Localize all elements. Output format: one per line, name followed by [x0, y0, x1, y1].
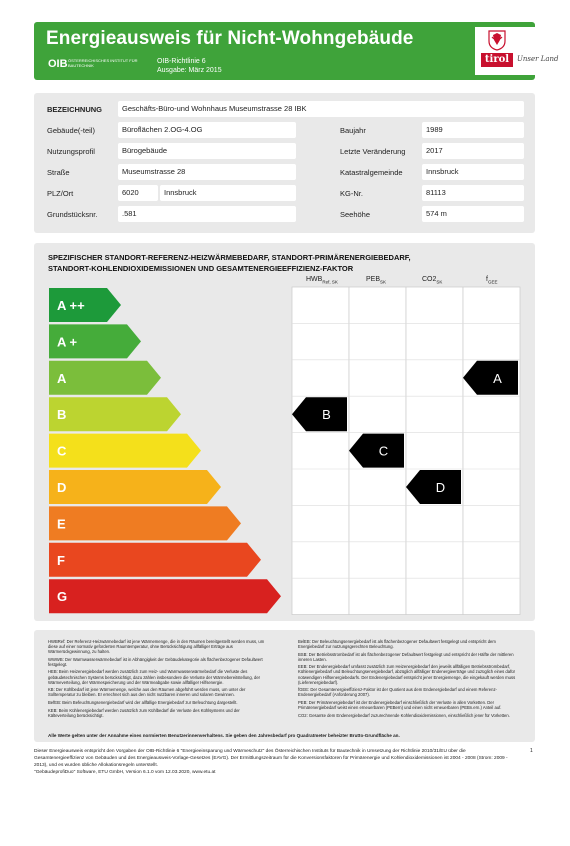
definitions-legend: [34, 630, 535, 742]
legend-eeb: EEB: Der Endenergiebedarf umfasst zusätzlich zum Heizenergiebedarf den jeweils allfälligen Betriebsstrombedarf, Kühlenergiebedarf und Beleuchtungsenergiebedarf, abzüglich allfälliger Endenergieerträge und zuzüglich eines dafür notwendigen Hilfsenergiebedarfs. Der Endenergiebedarf entspricht jener Energiemenge, die eingekauft werden muss (Lieferenergiebedarf).: [298, 664, 516, 685]
legend-keb: KEB: Beim Kühlenergiebedarf werden zusätzlich zum Kühlbedarf die Verluste des Kühlsystems und der Kälteverteilung berücksichtigt.: [48, 707, 240, 718]
class-label: B: [57, 407, 67, 423]
certificate-footer: [34, 748, 514, 776]
legend-befeb: BefEB: Beim Befeuchtungsenergiebedarf wird der allfällige Energiebedarf zur Befeuchtung dargestellt.: [48, 699, 238, 705]
grundstueck-value: .581: [118, 206, 296, 222]
page-title: Energieausweis für Nicht-Wohngebäude: [46, 28, 414, 49]
guideline-info: [157, 57, 222, 75]
chart-title-line1: SPEZIFISCHER STANDORT-REFERENZ-HEIZWÄRMEBEDARF, STANDORT-PRIMÄRENERGIEBEDARF,: [48, 253, 411, 262]
class-label: G: [57, 589, 68, 605]
veraenderung-label: Letzte Veränderung: [340, 147, 406, 156]
chart-title-line2: STANDORT-KOHLENDIOXIDEMISSIONEN UND GESAMTENERGIEEFFIZIENZ-FAKTOR: [48, 264, 354, 273]
rating-marker-label: B: [322, 407, 331, 423]
page-number: 1: [530, 748, 533, 754]
seehoehe-label: Seehöhe: [340, 210, 371, 219]
column-header-peb-sub: SK: [380, 279, 387, 285]
legend-footnote: Alle Werte gelten unter der Annahme eines normierten Benutzerinnenverhaltens. Sie geben den Jahresbedarf pro Quadratmeter beheizter Brutto-Grundfläche an.: [48, 733, 400, 738]
legend-left-column: [48, 639, 268, 720]
nutzung-label: Nutzungsprofil: [47, 147, 95, 156]
row-nutzung: [34, 141, 535, 161]
eagle-icon: [485, 29, 509, 51]
tirol-logo: [475, 27, 559, 75]
legend-right-column: [298, 639, 518, 720]
class-label: D: [57, 480, 67, 495]
baujahr-value: 1989: [422, 122, 524, 138]
kg-nr-value: 81113: [422, 185, 524, 201]
row-grundstueck: [34, 204, 535, 224]
grid-column-3: [463, 287, 520, 615]
legend-peb: PEB: Der Primärenergiebedarf ist der Endenergiebedarf einschließlich der Verluste in allen Vorketten. Der Primärenergiebedarf weist einen erneuerbaren (PEBern) und einen nicht erneuerbaren (PEBn.ern.) Anteil auf.: [298, 699, 502, 711]
grundstueck-label: Grundstücksnr.: [47, 210, 98, 219]
class-bar-f: [49, 543, 261, 577]
row-plz: [34, 183, 535, 203]
class-label: C: [57, 443, 67, 459]
rating-marker-label: C: [378, 443, 389, 459]
plz-value: 6020: [118, 185, 158, 201]
plz-label: PLZ/Ort: [47, 189, 74, 198]
legend-bsb: BSB: Der Betriebsstrombedarf ist als flächenbezogener Defaultwert festgelegt und entspricht der Hälfte der mittleren inneren Lasten.: [298, 651, 514, 662]
class-bar-d: [49, 470, 221, 504]
class-label: A: [57, 370, 67, 386]
class-bar-e: [49, 506, 241, 540]
class-bar-b: [49, 397, 181, 431]
class-bar-g: [49, 579, 281, 613]
katastralgemeinde-value: Innsbruck: [422, 164, 524, 180]
class-label: F: [57, 552, 65, 568]
rating-marker-label: D: [435, 480, 446, 495]
baujahr-label: Baujahr: [340, 126, 366, 135]
guideline-label: OIB-Richtlinie 6: [157, 58, 206, 65]
katastralgemeinde-label: Katastralgemeinde: [340, 168, 403, 177]
edition-label: Ausgabe: März 2015: [157, 67, 222, 74]
legend-hwb: HWBRef: Der Referenz-Heizwärmebedarf ist jene Wärmemenge, die in den Räumen bereitgestellt werden muss, um diese auf einer normativ geforderten Raumtemperatur, ohne Berücksichtigung allfälliger Erträge aus Wärmerückgewinnung, zu halten.: [48, 639, 265, 655]
oib-logo: OIB: [48, 58, 68, 70]
energy-rating-chart: [34, 243, 535, 621]
kg-nr-label: KG-Nr.: [340, 189, 363, 198]
column-header-fgee-sub: GEE: [487, 279, 498, 285]
grid-column-2: [406, 287, 463, 615]
tirol-wordmark: tirol: [481, 53, 513, 67]
strasse-label: Straße: [47, 168, 70, 177]
header-banner: [34, 22, 559, 80]
row-bezeichnung: [34, 99, 535, 119]
building-info-panel: [34, 93, 535, 233]
column-header-hwb-main: HWB: [306, 276, 323, 283]
rating-chart-svg: [34, 243, 535, 621]
bezeichnung-value: Geschäfts-Büro-und Wohnhaus Museumstrasse 28 IBK: [118, 101, 524, 117]
veraenderung-value: 2017: [422, 143, 524, 159]
nutzung-value: Bürogebäude: [118, 143, 296, 159]
class-label: E: [57, 516, 66, 532]
column-header-fgee-main: f: [486, 276, 488, 283]
legend-wwwb: WWWB: Der Warmwasserwärmebedarf ist in Abhängigkeit der Gebäudekategorie als flächenbezogener Defaultwert festgelegt.: [48, 656, 263, 667]
row-strasse: [34, 162, 535, 182]
gebaeude-label: Gebäude(-teil): [47, 126, 95, 135]
class-bar-c: [49, 434, 201, 468]
oib-institute-name: ÖSTERREICHISCHES INSTITUT FÜR BAUTECHNIK: [68, 58, 138, 68]
class-label: A +: [57, 334, 78, 350]
column-header-peb-main: PEB: [366, 276, 381, 283]
bezeichnung-label: BEZEICHNUNG: [47, 105, 103, 114]
column-header-hwb-sub: Ref, SK: [322, 279, 338, 285]
legend-co2: CO2: Gesamte dem Endenergiebedarf zuzurechnende Kohlendioxidemissionen, einschließlich jener für Vorketten.: [298, 712, 510, 718]
column-header-co2-sub: SK: [436, 279, 443, 285]
legend-beleb: BelEB: Der Beleuchtungsenergiebedarf ist als flächenbezogener Defaultwert festgelegt und entspricht dem Energiebedarf zur nutzungsgerechten Beleuchtung.: [298, 639, 496, 650]
legend-heb: HEB: Beim Heizenergiebedarf werden zusätzlich zum Heiz- und Warmwasserwärmebedarf die Verluste des gebäudetechnischen Systems berücksichtigt, dazu zählen insbesondere die Verluste der Wärmebereitstellung, der Wärmeverteilung, der Wärmespeicherung und der Wärmeabgabe sowie allfälliger Hilfsenergie.: [48, 669, 261, 685]
tirol-tagline: Unser Land: [517, 55, 559, 63]
column-header-co2-main: CO2: [422, 276, 437, 283]
grid-column-0: [292, 287, 349, 615]
legend-kb: KB: Der Kühlbedarf ist jene Wärmemenge, welche aus den Räumen abgeführt werden muss, um unter der Solltemperatur zu bleiben. Er errechnet sich aus den nicht nutzbaren inneren und solaren Gewinnen.: [48, 687, 246, 698]
legend-fgee: fGEE: Der Gesamtenergieeffizienz-Faktor ist der Quotient aus dem Endenergiebedarf und einem Referenz-Endenergiebedarf (Anforderung 2007).: [298, 687, 497, 698]
seehoehe-value: 574 m: [422, 206, 524, 222]
strasse-value: Museumstrasse 28: [118, 164, 296, 180]
footer-software: "GebäudeprofiDuo" Software, ETU GmbH, Version 6.1.0 vom 12.03.2020, www.etu.at: [34, 770, 216, 775]
footer-text: Dieser Energieausweis entspricht den Vorgaben der OIB-Richtlinie 6 "Energieeinsparung und Wärmeschutz" des Österreichischen Instituts für Bautechnik in Umsetzung der Richtlinie 2010/31/EU über die Gesamtenergieeffizienz von Gebäuden und des Energieausweis-Vorlage-Gesetzes (EAVG). Der Ermittlungszeitraum für die Konversionsfaktoren für Primärenergie und Kohlendioxidemissionen ist 2004 - 2008 (Strom: 2009 - 2013), und es wurden übliche Allokationsregeln unterstellt.: [34, 749, 508, 768]
gebaeude-value: Büroflächen 2.OG-4.OG: [118, 122, 296, 138]
row-gebaeude: [34, 120, 535, 140]
ort-value: Innsbruck: [160, 185, 296, 201]
class-label: A ++: [57, 298, 85, 313]
rating-marker-label: A: [493, 370, 502, 386]
